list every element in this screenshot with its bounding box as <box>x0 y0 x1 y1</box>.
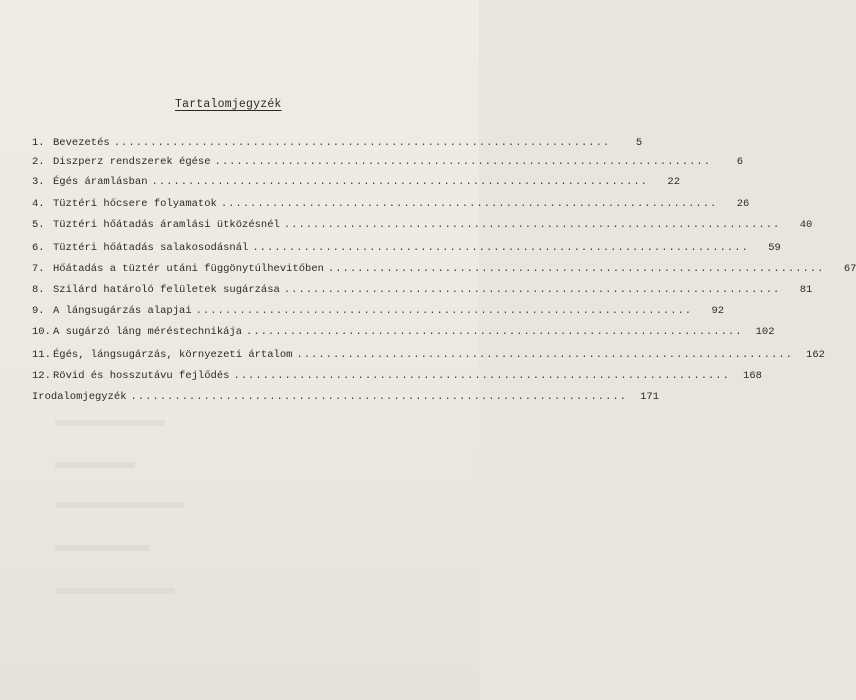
entry-title: Szilárd határoló felületek sugárzása <box>53 284 280 296</box>
entry-page: 59 <box>768 242 781 254</box>
show-through-mark <box>55 545 150 551</box>
entry-number: 1. <box>32 137 45 149</box>
entry-title: Hőátadás a tüztér utáni függönytúlhevitőben <box>53 263 324 275</box>
toc-entry <box>32 242 781 258</box>
entry-title: Diszperz rendszerek égése <box>53 156 211 168</box>
entry-page: 40 <box>799 219 813 231</box>
show-through-mark <box>55 502 185 508</box>
entry-page: 6 <box>736 156 744 168</box>
leader-dots: .................................................................... <box>252 242 749 254</box>
leader-dots: .................................................................... <box>130 391 627 403</box>
leader-dots: .................................................................... <box>246 326 743 338</box>
entry-page: 67 <box>843 263 856 275</box>
entry-page: 168 <box>743 370 762 382</box>
entry-title: Tüztéri hőátadás salakosodásnál <box>53 242 249 254</box>
page-title: Tartalomjegyzék <box>175 98 282 111</box>
entry-number: 7. <box>32 263 45 275</box>
entry-page: 162 <box>806 349 825 361</box>
entry-title: Irodalomjegyzék <box>32 391 127 403</box>
show-through-mark <box>55 462 135 468</box>
leader-dots: .................................................................... <box>233 370 730 382</box>
toc-entry <box>32 156 744 172</box>
entry-page: 81 <box>799 284 813 296</box>
entry-title: Bevezetés <box>53 137 110 149</box>
leader-dots: .................................................................... <box>296 349 793 361</box>
entry-page: 26 <box>736 198 750 210</box>
toc-entry <box>32 137 643 153</box>
entry-page: 102 <box>755 326 775 338</box>
leader-dots: .................................................................... <box>283 284 781 296</box>
leader-dots: .................................................................... <box>283 219 781 231</box>
entry-page: 22 <box>667 176 680 188</box>
toc-entry <box>32 349 825 365</box>
toc-entry <box>32 326 775 342</box>
entry-number: 3. <box>32 176 45 188</box>
entry-number: 2. <box>32 156 45 168</box>
show-through-mark <box>55 588 175 594</box>
entry-page: 171 <box>640 391 659 403</box>
leader-dots: .................................................................... <box>151 176 648 188</box>
entry-number: 4. <box>32 198 45 210</box>
entry-title: Rövid és hosszutávu fejlődés <box>53 370 230 382</box>
entry-title: A sugárzó láng méréstechnikája <box>53 326 243 338</box>
toc-entry <box>32 370 762 386</box>
leader-dots: .................................................................... <box>214 156 712 168</box>
entry-title: Égés áramlásban <box>53 176 148 188</box>
leader-dots: .................................................................... <box>195 305 693 317</box>
entry-number: 5. <box>32 219 45 231</box>
toc-entry <box>32 305 725 321</box>
entry-page: 92 <box>711 305 725 317</box>
entry-number: 10. <box>32 326 51 338</box>
toc-entry-references <box>32 391 659 407</box>
entry-number: 12. <box>32 370 51 382</box>
entry-title: Tüztéri hőcsere folyamatok <box>53 198 217 210</box>
entry-title: Égés, lángsugárzás, környezeti ártalom <box>53 349 293 361</box>
leader-dots: .................................................................... <box>220 198 718 210</box>
entry-number: 9. <box>32 305 45 317</box>
entry-number: 6. <box>32 242 45 254</box>
entry-number: 11. <box>32 349 51 361</box>
leader-dots: .................................................................... <box>327 263 825 275</box>
toc-entry <box>32 198 750 214</box>
show-through-mark <box>55 420 165 426</box>
entry-title: A lángsugárzás alapjai <box>53 305 192 317</box>
entry-number: 8. <box>32 284 45 296</box>
toc-entry <box>32 263 856 279</box>
toc-entry <box>32 284 813 300</box>
toc-entry <box>32 219 813 235</box>
entry-page: 5 <box>635 137 643 149</box>
entry-title: Tüztéri hőátadás áramlási ütközésnél <box>53 219 280 231</box>
toc-entry <box>32 176 680 192</box>
leader-dots: .................................................................... <box>113 137 611 149</box>
